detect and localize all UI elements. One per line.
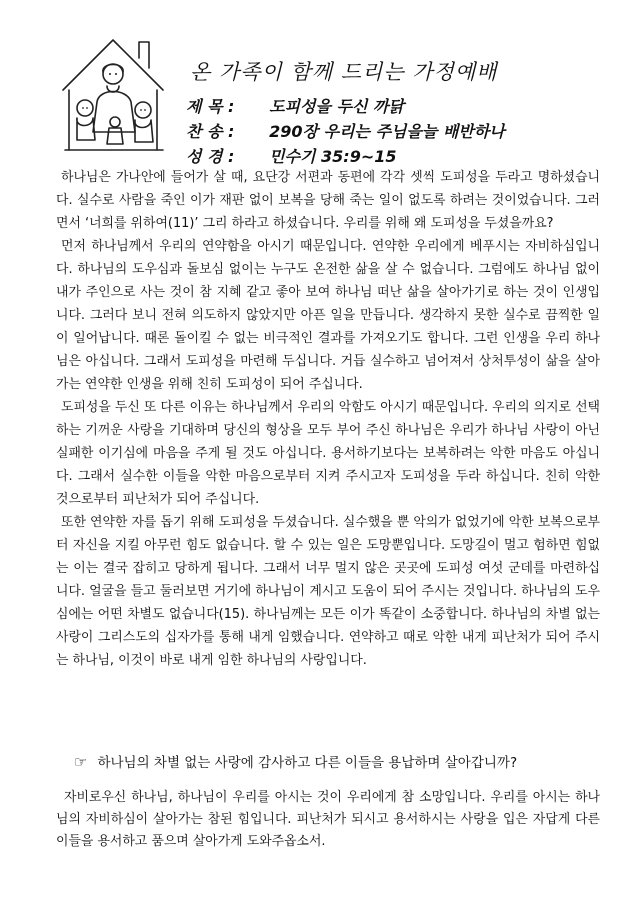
- page-title: 온 가족이 함께 드리는 가정예배: [190, 60, 498, 84]
- paragraph: 도피성을 두신 또 다른 이유는 하나님께서 우리의 악함도 아시기 때문입니다. 우리의 의지로 선택하는 기꺼운 사랑을 기대하며 당신의 형상을 모두 부어 주신 하나님은 우리가 하나님 사랑이 아닌 실패한 이기심에 마음을 주게 될 것도 아십니다. 용서하기보다는 보복하려는 악한 마음도 아십니다. 그래서 실수한 이들을 악한 마음으로부터 지켜 주시고자 도피성을 두라 하십니다. 친히 악한 것으로부터 피난처가 되어 주십니다.: [56, 400, 600, 507]
- meta-value: 민수기 35:9~15: [269, 147, 397, 166]
- meta-label: 제 목 :: [186, 97, 235, 116]
- meta-hymn: [186, 119, 505, 142]
- meta-scripture: [186, 144, 397, 167]
- meta-label: 성 경 :: [186, 147, 235, 166]
- pointing-hand-icon: ☞: [74, 753, 88, 771]
- paragraph: 또한 연약한 자를 돕기 위해 도피성을 두셨습니다. 실수했을 뿐 악의가 없었기에 악한 보복으로부터 자신을 지킬 아무런 힘도 없습니다. 할 수 있는 일은 도망뿐입니다. 도망길이 멀고 험하면 힘없는 이는 결국 잡히고 당하게 됩니다. 그래서 너무 멀지 않은 곳곳에 도피성 여섯 군데를 마련하십니다. 얼굴을 들고 둘러보면 거기에 하나님이 계시고 도움이 되어 주시는 것입니다. 하나님의 도우심에는 어떤 차별도 없습니다(15). 하나님께는 모든 이가 똑같이 소중합니다. 하나님의 차별 없는 사랑이 그리스도의 십자가를 통해 내게 임했습니다. 연약하고 때로 악한 내게 피난처가 되어 주시는 하나님, 이것이 바로 내게 임한 하나님의 사랑입니다.: [56, 515, 600, 668]
- prayer-text: 자비로우신 하나님, 하나님이 우리를 아시는 것이 우리에게 참 소망입니다. 우리를 아시는 하나님의 자비하심이 살아가는 참된 힘입니다. 피난처가 되시고 용서하시는 사랑을 입은 자답게 다른 이들을 용서하고 품으며 살아가게 도와주옵소서.: [56, 790, 600, 849]
- paragraph: 하나님은 가나안에 들어가 살 때, 요단강 서편과 동편에 각각 셋씩 도피성을 두라고 명하셨습니다. 실수로 사람을 죽인 이가 재판 없이 보복을 당해 죽는 일이 없도록 하려는 것이었습니다. 그러면서 ‘너희를 위하여(11)’ 그리 하라고 하셨습니다. 우리를 위해 왜 도피성을 두셨을까요?: [56, 170, 600, 231]
- meta-value: 도피성을 두신 까닭: [269, 97, 404, 116]
- reflection-question: [74, 752, 604, 773]
- closing-prayer: [56, 787, 600, 853]
- meta-value: 290장 우리는 주님을늘 배반하나: [269, 122, 505, 141]
- meta-label: 찬 송 :: [186, 122, 235, 141]
- question-text: 하나님의 차별 없는 사랑에 감사하고 다른 이들을 용납하며 살아갑니까?: [97, 755, 518, 771]
- family-house-illustration: [55, 28, 185, 158]
- meta-subject: [186, 94, 404, 117]
- header: [0, 0, 636, 166]
- paragraph: 먼저 하나님께서 우리의 연약함을 아시기 때문입니다. 연약한 우리에게 베푸시는 자비하심입니다. 하나님의 도우심과 돌보심 없이는 누구도 온전한 삶을 살 수 없습니다. 그럼에도 하나님 없이 내가 주인으로 사는 것이 참 지혜 같고 좋아 보여 하나님 떠난 삶을 살아가기로 하는 것이 인생입니다. 그러다 보니 전혀 의도하지 않았지만 아픈 일을 만듭니다. 생각하지 못한 실수로 끔찍한 일이 일어납니다. 때론 돌이킬 수 없는 비극적인 결과를 가져오기도 합니다. 그런 인생을 우리 하나님은 아십니다. 그래서 도피성을 마련해 두십니다. 거듭 실수하고 넘어져서 상처투성이 삶을 살아가는 연약한 인생을 위해 친히 도피성이 되어 주십니다.: [56, 239, 600, 392]
- sermon-body: [56, 166, 600, 672]
